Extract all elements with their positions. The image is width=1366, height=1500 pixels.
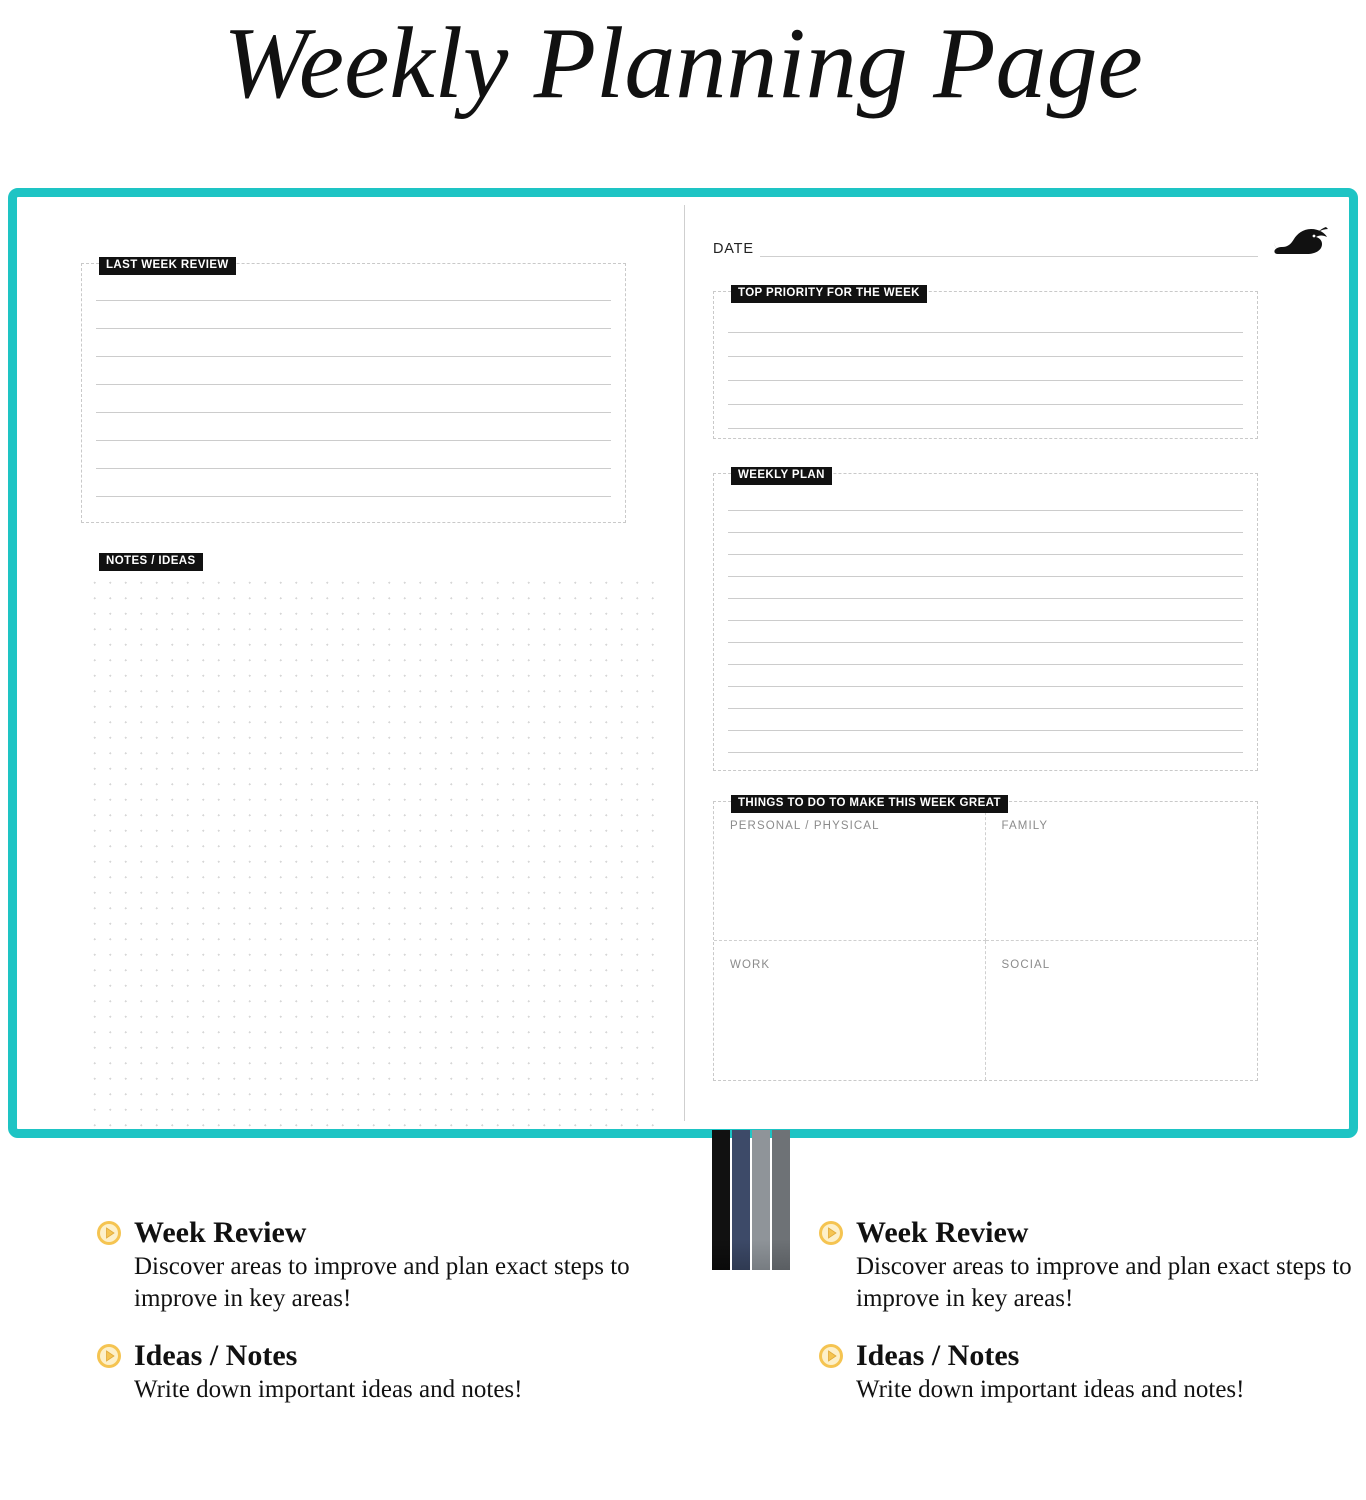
notes-ideas-label: NOTES / IDEAS xyxy=(99,551,203,571)
feature-column-left xyxy=(96,1216,656,1430)
page-title: Weekly Planning Page xyxy=(223,7,1143,120)
quadrant-title: FAMILY xyxy=(1001,820,1049,832)
notebook-spread xyxy=(8,188,1358,1138)
feature-heading xyxy=(818,1339,1366,1372)
feature-title: Ideas / Notes xyxy=(856,1339,1020,1372)
weekly-plan-rules xyxy=(714,474,1257,770)
last-week-review-label: LAST WEEK REVIEW xyxy=(99,255,236,275)
feature-item xyxy=(96,1339,656,1406)
things-to-do-box xyxy=(713,801,1258,1081)
date-label: DATE xyxy=(713,241,754,257)
feature-body: Write down important ideas and notes! xyxy=(856,1376,1245,1403)
quadrant-title: SOCIAL xyxy=(1001,959,1051,971)
quadrant-work[interactable] xyxy=(714,941,986,1080)
quadrant-social[interactable] xyxy=(986,941,1258,1080)
play-badge-icon xyxy=(818,1220,844,1246)
mouse-icon xyxy=(1271,223,1331,257)
notes-ideas-dot-grid[interactable] xyxy=(87,575,667,1135)
things-to-do-label: THINGS TO DO TO MAKE THIS WEEK GREAT xyxy=(731,793,1008,813)
feature-title: Ideas / Notes xyxy=(134,1339,298,1372)
quadrant-family[interactable] xyxy=(986,802,1258,941)
feature-body: Write down important ideas and notes! xyxy=(134,1376,523,1403)
quadrant-personal-physical[interactable] xyxy=(714,802,986,941)
play-badge-icon xyxy=(96,1220,122,1246)
feature-body: Discover areas to improve and plan exact steps to improve in key areas! xyxy=(134,1253,630,1312)
feature-lists xyxy=(0,1216,1366,1500)
play-badge-icon xyxy=(96,1343,122,1369)
feature-item xyxy=(818,1216,1366,1315)
play-badge-icon xyxy=(818,1343,844,1369)
weekly-plan-box[interactable] xyxy=(713,473,1258,771)
feature-heading xyxy=(818,1216,1366,1249)
left-page xyxy=(17,197,683,1129)
feature-heading xyxy=(96,1339,656,1372)
feature-item xyxy=(96,1216,656,1315)
feature-body: Discover areas to improve and plan exact steps to improve in key areas! xyxy=(856,1253,1352,1312)
top-priority-rules xyxy=(714,292,1257,438)
feature-column-right xyxy=(818,1216,1366,1430)
feature-item xyxy=(818,1339,1366,1406)
date-field[interactable] xyxy=(713,241,1258,257)
notebook-spine xyxy=(684,205,685,1121)
top-priority-box[interactable] xyxy=(713,291,1258,439)
notebook-pages xyxy=(17,197,1349,1129)
last-week-review-box[interactable] xyxy=(81,263,626,523)
feature-title: Week Review xyxy=(856,1216,1029,1249)
feature-title: Week Review xyxy=(134,1216,307,1249)
date-input-line[interactable] xyxy=(760,245,1258,257)
quadrant-title: WORK xyxy=(730,959,771,971)
right-page xyxy=(683,197,1349,1129)
last-week-review-rules xyxy=(82,264,625,522)
top-priority-label: TOP PRIORITY FOR THE WEEK xyxy=(731,283,927,303)
quadrant-title: PERSONAL / PHYSICAL xyxy=(730,820,880,832)
weekly-plan-label: WEEKLY PLAN xyxy=(731,465,832,485)
feature-heading xyxy=(96,1216,656,1249)
